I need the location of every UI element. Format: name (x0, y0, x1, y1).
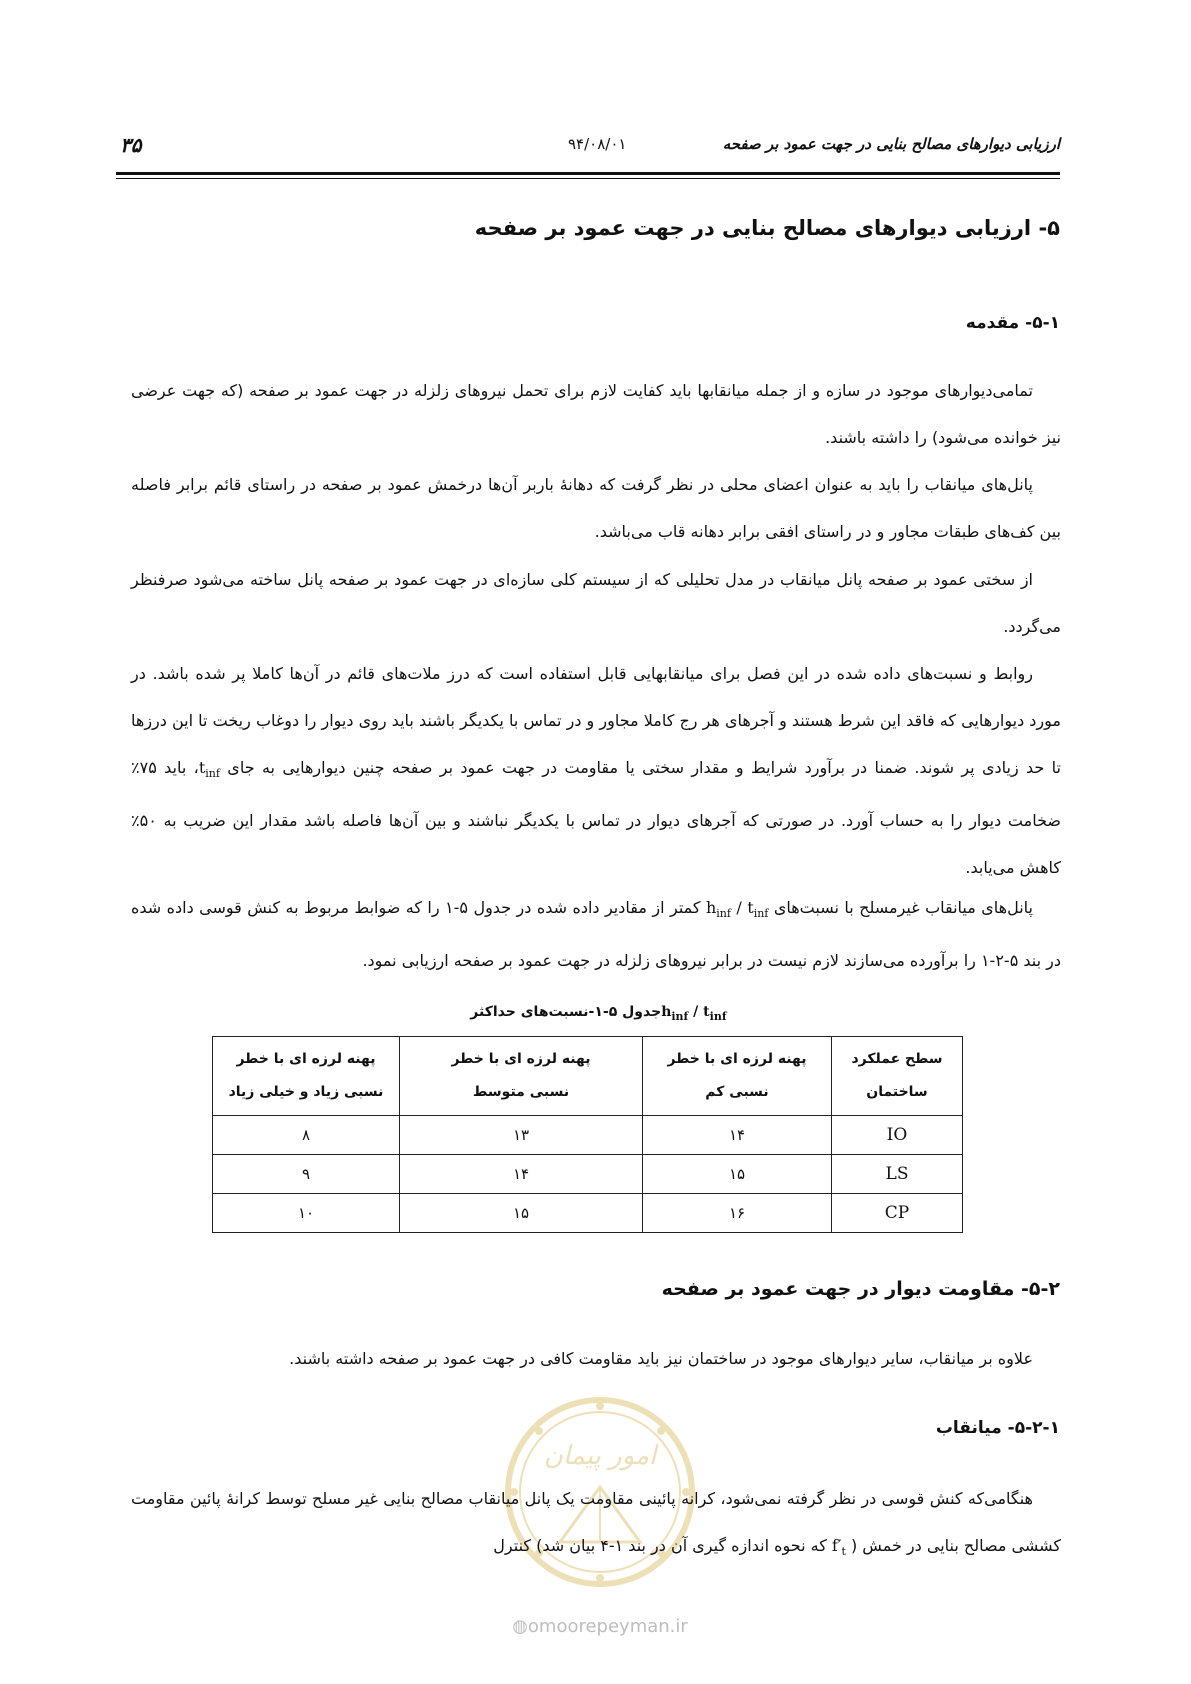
header-rule-thin (116, 178, 1060, 179)
header-high-hazard: پهنه لرزه ای با خطر نسبی زیاد و خیلی زیاد (213, 1037, 400, 1116)
table-cell: ۱۵ (400, 1194, 643, 1233)
header-low-hazard: پهنه لرزه ای با خطر نسبی کم (643, 1037, 832, 1116)
subsection-1-heading: ۵-۱- مقدمه (965, 313, 1060, 333)
header-rule-thick (116, 172, 1060, 175)
ft-prime-symbol: $f'_t$ (831, 1536, 846, 1559)
paragraph-5 (131, 884, 1061, 984)
table-row (213, 1116, 963, 1155)
paragraph-4-part-a: روابط و نسبت‌های داده شده در این فصل برای میانقابهایی قابل استفاده است که درز ملات‌های قائم در آن‌ها کاملا پر شده باشد. در مورد دیوارهایی که فاقد این شرط هستند و آجرهای هر رج کاملا مجاور و در تماس با یکدیگر باشند باید روی دیوار را دوغاب ریخت تا این درزها تا حد زیادی پر شوند. ضمنا در برآورد شرایط و مقدار سختی یا مقاومت در جهت عمود بر صفحه چنین دیوارهایی به جای (131, 664, 1062, 777)
ratio-table (212, 1036, 963, 1233)
header-date: ۹۴/۰۸/۰۱ (568, 135, 627, 153)
table-cell: ۱۴ (643, 1116, 832, 1155)
paragraph-4 (131, 650, 1061, 891)
running-title: ارزیابی دیوارهای مصالح بنایی در جهت عمود بر صفحه (722, 135, 1060, 153)
header-medium-hazard: پهنه لرزه ای با خطر نسبی متوسط (400, 1037, 643, 1116)
paragraph-5-part-b: کمتر از مقادیر داده شده در جدول ۵-۱ را که ضوابط مربوط به کنش قوسی داده شده در بند ۵-۲-۱ را برآورده می‌سازند لازم نیست در برابر نیروهای زلزله در جهت عمود بر صفحه ارزیابی نمود. (131, 898, 1061, 971)
page-header (120, 135, 1060, 165)
watermark-site-text: ◍omoorepeyman.ir (512, 1616, 688, 1637)
paragraph-7 (131, 1475, 1061, 1575)
paragraph-7-part-b: که نحوه اندازه گیری آن در بند ۱-۴ بیان شد) کنترل (493, 1536, 832, 1555)
table-cell: ۱۶ (643, 1194, 832, 1233)
table-cell: ۱۴ (400, 1155, 643, 1194)
table-header-row (213, 1037, 963, 1116)
table-row (213, 1194, 963, 1233)
table-cell: ۱۵ (643, 1155, 832, 1194)
table-cell: IO (832, 1116, 963, 1155)
paragraph-1: تمامی‌دیوارهای موجود در سازه و از جمله میانقابها باید کفایت لازم برای تحمل نیروهای زلزله در جهت عمود بر صفحه (که جهت عرضی نیز خوانده می‌شود) را داشته باشند. (131, 381, 1061, 447)
paragraph-7-part-a: هنگامی‌که کنش قوسی در نظر گرفته نمی‌شود، کرانه پائینی مقاومت یک پانل میانقاب مصالح بنایی غیر مسلح توسط کرانهٔ پائین مقاومت کششی مصالح بنایی در خمش ( (131, 1489, 1061, 1555)
t-inf-symbol: $t_{inf}$ (198, 758, 220, 781)
table-row (213, 1155, 963, 1194)
paragraph-3: از سختی عمود بر صفحه پانل میانقاب در مدل تحلیلی که از سیستم کلی سازه‌ای در جهت عمود بر صفحه پانل ساخته می‌شود صرفنظر می‌گردد. (131, 570, 1061, 636)
table-cell: LS (832, 1155, 963, 1194)
table-cell: ۸ (213, 1116, 400, 1155)
caption-ratio-symbol: $h_{inf} / t_{inf}$ (661, 1004, 727, 1023)
header-performance-level: سطح عملکرد ساختمان (832, 1037, 963, 1116)
table-cell: ۹ (213, 1155, 400, 1194)
table-cell: ۱۳ (400, 1116, 643, 1155)
paragraph-4-part-b: ، باید ۷۵٪ ضخامت دیوار را به حساب آورد. در صورتی که آجرهای دیوار در تماس با یکدیگر نباشند و بین آن‌ها فاصله باشد مقدار این ضریب به ۵۰٪ کاهش می‌یابد. (131, 758, 1061, 878)
section-heading: ۵- ارزیابی دیوارهای مصالح بنایی در جهت عمود بر صفحه (474, 216, 1060, 240)
globe-icon: ◍ (512, 1616, 528, 1637)
h-t-ratio-symbol: $h_{inf} / t_{inf}$ (705, 898, 769, 921)
table-cell: CP (832, 1194, 963, 1233)
table-caption: جدول ۵-۱-نسبت‌های حداکثر $h_{inf} / t_{inf}$ (465, 1004, 727, 1023)
svg-text:امور پیمان: امور پیمان (543, 1441, 657, 1471)
subsection-2-heading: ۵-۲- مقاومت دیوار در جهت عمود بر صفحه (661, 1278, 1060, 1300)
page-number: ۳۵ (120, 133, 142, 157)
subsection-2-1-heading: ۵-۲-۱- میانقاب (935, 1418, 1060, 1438)
paragraph-5-part-a: پانل‌های میانقاب غیرمسلح با نسبت‌های (768, 898, 1034, 917)
table-cell: ۱۰ (213, 1194, 400, 1233)
paragraph-2: پانل‌های میانقاب را باید به عنوان اعضای محلی در نظر گرفت که دهانهٔ باربر آن‌ها درخمش عمود بر صفحه در راستای قائم برابر فاصله بین کف‌های طبقات مجاور و در راستای افقی برابر دهانه قاب می‌باشد. (131, 475, 1061, 541)
paragraph-6: علاوه بر میانقاب، سایر دیوارهای موجود در ساختمان نیز باید مقاومت کافی در جهت عمود بر صفحه داشته باشند. (289, 1349, 1033, 1368)
